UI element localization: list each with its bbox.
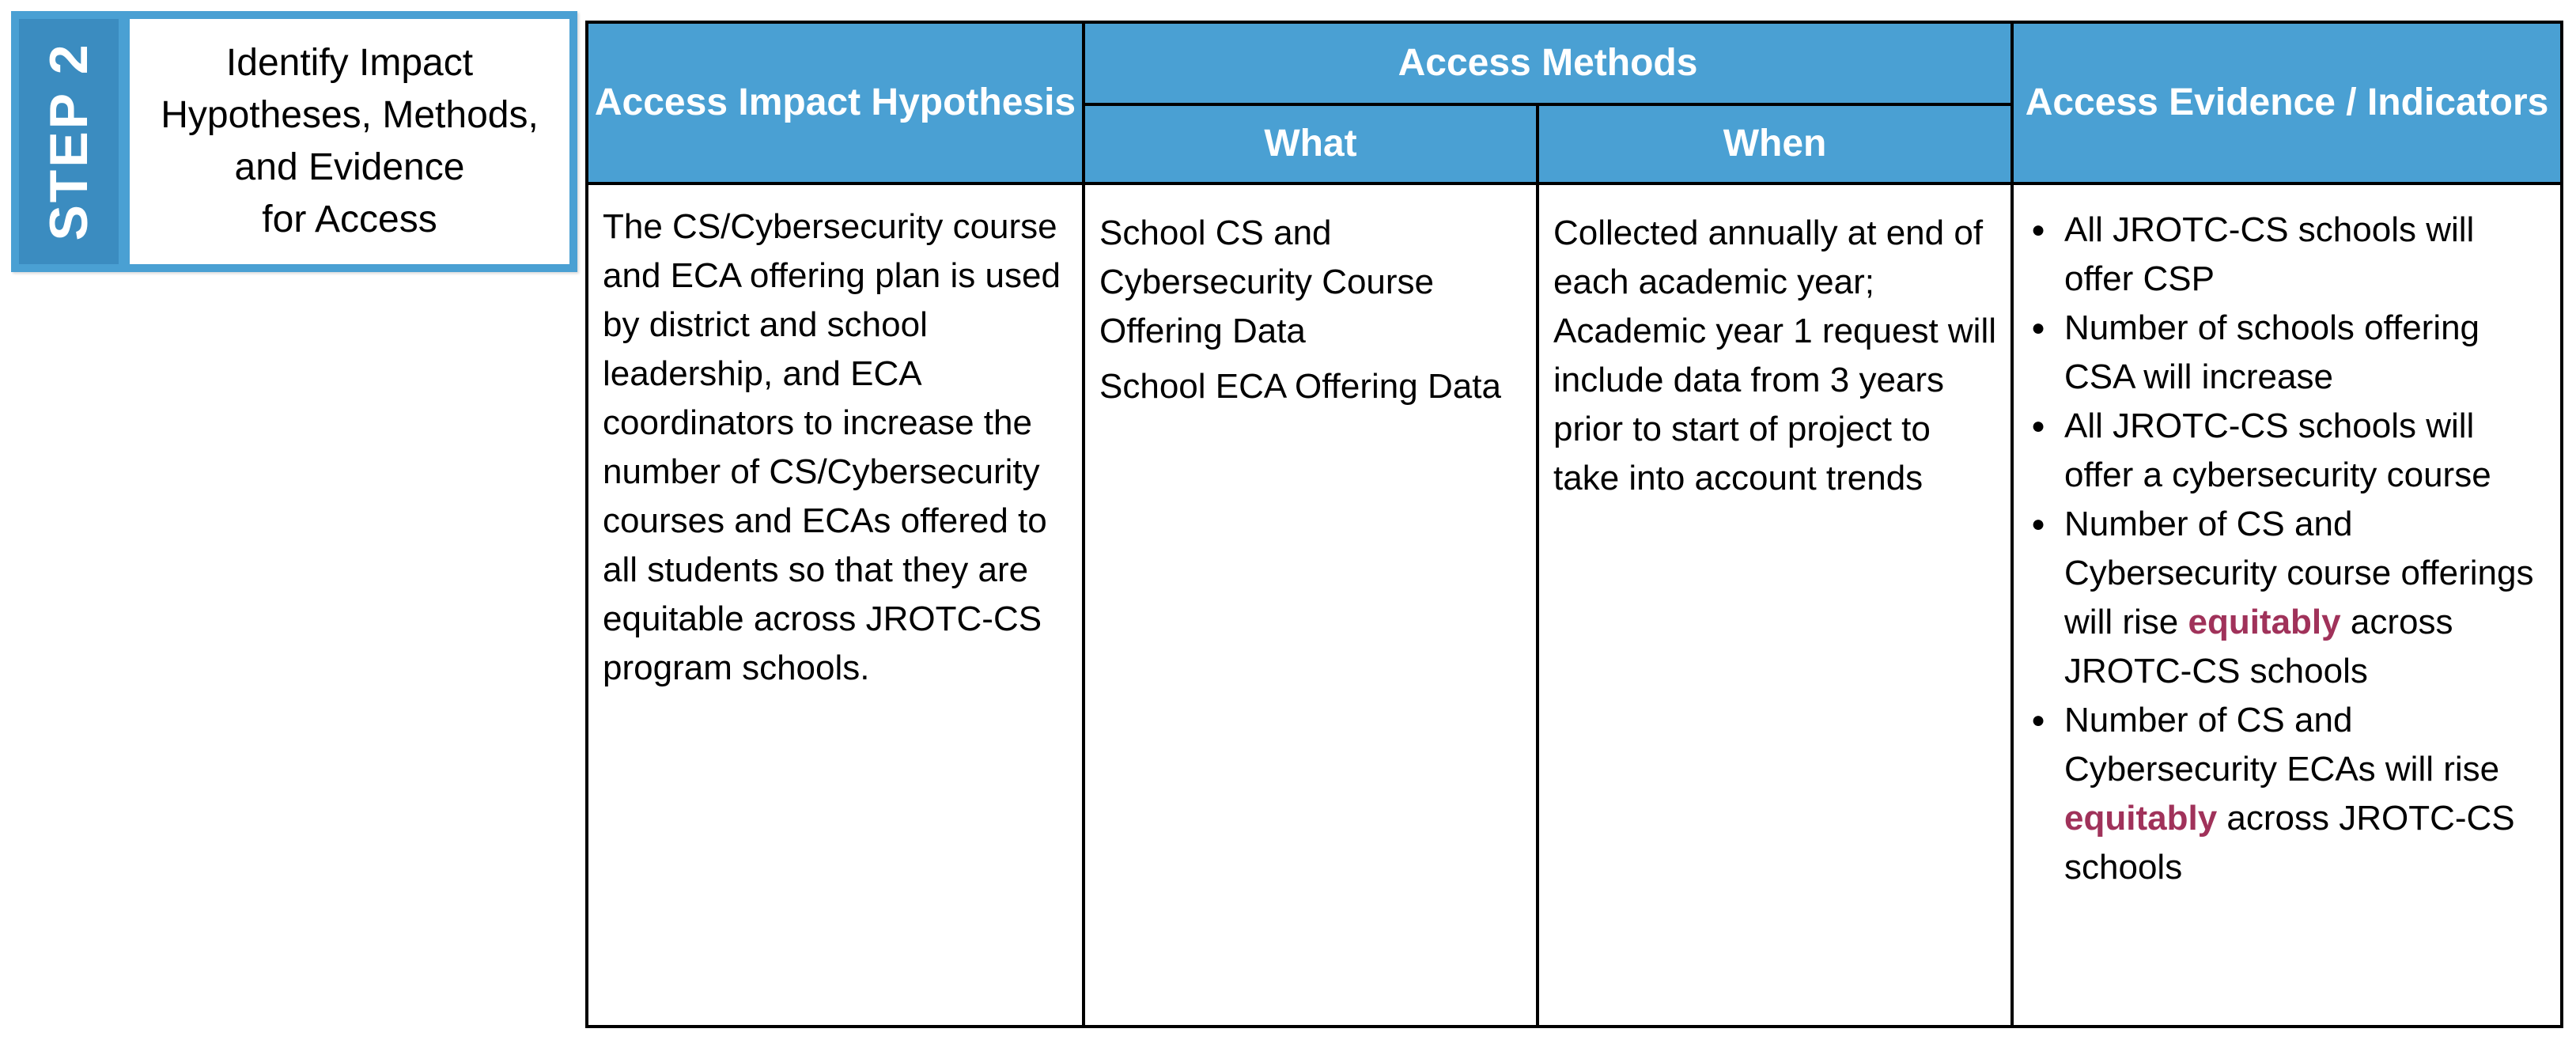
when-text: Collected annually at end of each academic year; Academic year 1 request will include data from 3 years prior to start of project to take into account trends [1553,214,1997,497]
step-tab [19,19,119,264]
what-item: School ECA Offering Data [1099,367,1501,406]
what-cell [1084,183,1538,1027]
evidence-item: ● All JROTC-CS schools will offer CSP [2031,206,2552,304]
table-row [587,183,2562,1027]
evidence-item: ● Number of CS and Cybersecurity course offerings will rise equitably across JROTC-CS schools [2031,500,2552,696]
header-methods: Access Methods [1084,22,2012,104]
header-hypothesis: Access Impact Hypothesis [587,22,1084,183]
evidence-list [2014,185,2560,892]
step-box [11,11,577,272]
what-item: School CS and Cybersecurity Course Offering Data [1099,214,1435,350]
evidence-cell [2012,183,2562,1027]
highlight-equitably: equitably [2188,603,2341,641]
header-row [587,22,2562,104]
evidence-item: ● All JROTC-CS schools will offer a cybersecurity course [2031,402,2552,500]
evidence-item: ● Number of CS and Cybersecurity ECAs will rise equitably across JROTC-CS schools [2031,696,2552,892]
header-when: When [1538,104,2012,183]
step-description: Identify Impact Hypotheses, Methods, and Evidence for Access [161,42,539,240]
header-evidence: Access Evidence / Indicators [2012,22,2562,183]
highlight-equitably: equitably [2064,799,2218,838]
step-label: STEP 2 [39,42,99,241]
hypothesis-cell [587,183,1084,1027]
access-table [585,21,2563,1028]
header-what: What [1084,104,1538,183]
step-divider [119,19,130,264]
evidence-item: ● Number of schools offering CSA will increase [2031,304,2552,402]
hypothesis-text: The CS/Cybersecurity course and ECA offering plan is used by district and school leadership, and ECA coordinators to increase the number of CS/Cybersecurity courses and ECAs offered to all students so that they are equitable across JROTC-CS program schools. [603,207,1061,687]
when-cell [1538,183,2012,1027]
